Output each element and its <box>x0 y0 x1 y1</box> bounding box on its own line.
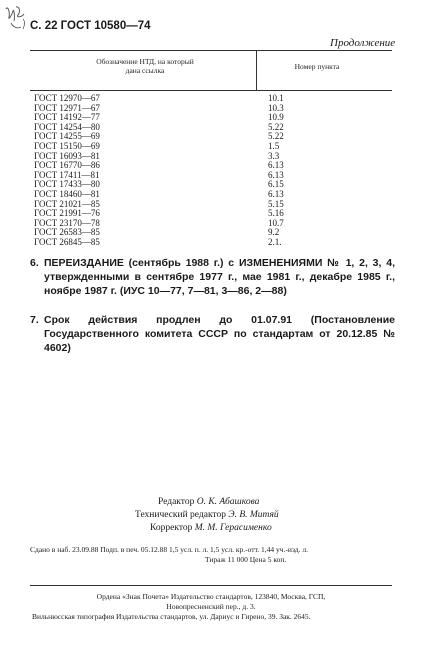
publisher-line1: Ордена «Знак Почета» Издательство стандартов, 123840, Москва, ГСП, <box>96 592 326 601</box>
table-row: ГОСТ 15150—69 1.5 <box>34 141 280 151</box>
paragraph-text: Срок действия продлен до 01.07.91 (Постановление Государственного комитета СССР по стандартам от 20.12.85 № 4602) <box>44 314 395 354</box>
table-row: ГОСТ 14254—80 5.22 <box>34 121 284 132</box>
paragraph-validity <box>30 313 395 355</box>
table-row: ГОСТ 14255—69 5.22 <box>34 131 284 142</box>
credit-name: М. М. Герасименко <box>194 523 272 533</box>
handwritten-mark <box>3 3 29 33</box>
credit-role: Технический редактор <box>135 510 226 520</box>
printer-line: Вильнюсская типография Издательства стандартов, ул. Дариус и Гирено, 39. Зак. 2645. <box>32 612 311 621</box>
continuation-label: Продолжение <box>330 37 396 49</box>
col-header-item: Номер пункта <box>294 62 340 71</box>
table-column-divider <box>256 50 257 91</box>
table-row: ГОСТ 17411—81 6.13 <box>34 169 284 180</box>
table-row: ГОСТ 26845—85 2.1. <box>34 237 282 247</box>
table-header-rule <box>30 90 392 91</box>
table-row: ГОСТ 18460—81 6.13 <box>34 189 284 199</box>
credit-tech-editor <box>135 510 279 520</box>
paragraph-number: 7. <box>30 314 39 326</box>
table-row: ГОСТ 12971—67 10.3 <box>34 102 284 113</box>
page-header: С. 22 ГОСТ 10580—74 <box>30 20 151 32</box>
table-row: ГОСТ 16093—81 3.3 <box>34 150 280 161</box>
col-header-standard-line2: дана ссылка <box>125 66 165 75</box>
publisher-line2: Новопресненский пер., д. 3. <box>166 602 256 611</box>
paragraph-number: 6. <box>30 257 39 269</box>
paragraph-text: ПЕРЕИЗДАНИЕ (сентябрь 1988 г.) с ИЗМЕНЕНИЯМИ № 1, 2, 3, 4, утвержденными в сентябре 1977 г., мае 1981 г., декабре 1985 г., ноябре 1987 г. (ИУС 10—77, 7—81, 3—86, 2—88) <box>44 257 395 297</box>
table-row: ГОСТ 12970—67 10.1 <box>34 93 284 103</box>
credit-role: Корректор <box>150 523 193 533</box>
col-header-standard-line1: Обозначение НТД, на который <box>96 57 194 66</box>
print-info-line1: Сдано в наб. 23.09.88 Подп. в печ. 05.12.88 1,5 усл. п. л. 1,5 усл. кр.-отт. 1,44 уч.-изд. л. <box>30 545 308 554</box>
table-row: ГОСТ 23170—78 10.7 <box>34 217 284 228</box>
table-row: ГОСТ 21021—85 5.15 <box>34 198 284 209</box>
table-row: ГОСТ 26583—85 9.2 <box>34 227 280 238</box>
paragraph-reissue <box>30 256 395 298</box>
table-row: ГОСТ 16770—86 6.13 <box>34 160 284 171</box>
credit-name: Э. В. Митяй <box>228 510 279 520</box>
print-info-line2: Тираж 11 000 Цена 5 коп. <box>205 555 287 564</box>
footer-rule <box>30 585 392 586</box>
table-top-rule <box>30 50 392 51</box>
credit-name: О. К. Абашкова <box>196 497 260 507</box>
credit-editor <box>158 497 259 507</box>
col-header-standard <box>60 57 230 75</box>
table-row: ГОСТ 14192—77 10.9 <box>34 112 284 123</box>
table-row: ГОСТ 21991—76 5.16 <box>34 208 284 219</box>
table-row: ГОСТ 17433—80 6.15 <box>34 179 284 190</box>
credit-role: Редактор <box>158 497 195 507</box>
credit-proofreader <box>150 523 272 533</box>
